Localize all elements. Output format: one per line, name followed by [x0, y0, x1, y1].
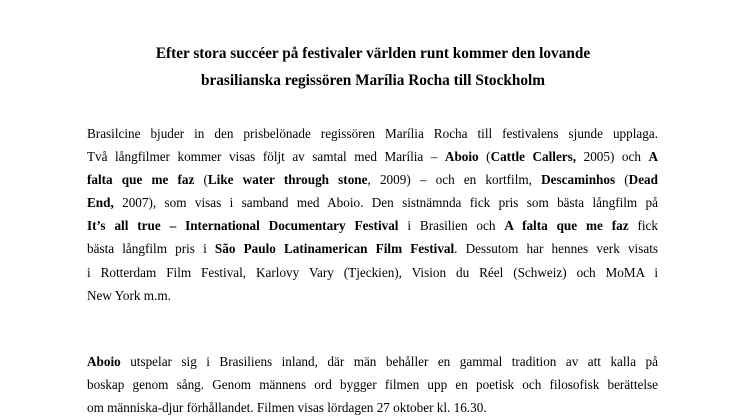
film-title-a-falta: falta que me faz	[87, 172, 195, 188]
text-run: . Dessutom har hennes verk visats	[454, 241, 658, 257]
text-run: (	[615, 172, 629, 188]
text-run: utspelar sig i Brasiliens inland, där män behåller en gammal tradition av att kalla på	[120, 354, 658, 369]
film-title-aboio: Aboio	[444, 149, 479, 165]
text-line	[87, 350, 658, 373]
text-run: boskap genom sång. Genom männens ord bygger filmen upp en poetisk och filosofisk berättelse	[87, 377, 658, 393]
film-title-english: Dead	[628, 172, 658, 188]
festival-name: São Paulo Latinamerican Film Festival	[214, 241, 455, 257]
film-title-descaminhos: Descaminhos	[541, 172, 616, 188]
film-title-english: Cattle Callers,	[490, 149, 577, 165]
film-title-a-falta: A falta que me faz	[504, 218, 629, 234]
text-run: fick	[628, 218, 658, 234]
text-line	[87, 191, 658, 214]
text-run: bästa långfilm pris i	[87, 241, 215, 257]
text-line	[87, 237, 658, 260]
title-line-2: brasilianska regissören Marília Rocha till Stockholm	[200, 72, 546, 89]
text-run: (	[194, 172, 208, 188]
text-run: , 2009) – och en kortfilm,	[367, 172, 542, 188]
aboio-paragraph	[87, 350, 658, 419]
film-title-aboio: Aboio	[87, 354, 121, 369]
text-run: Två långfilmer kommer visas följt av samtal med Marília –	[87, 149, 445, 165]
text-run: i Rotterdam Film Festival, Karlovy Vary (Tjeckien), Vision du Réel (Schweiz) och MoMA i	[87, 264, 658, 280]
film-title-english: End,	[87, 195, 114, 211]
film-title-english: Like water through stone	[207, 172, 368, 188]
text-line	[87, 284, 658, 307]
text-line	[87, 168, 658, 191]
text-run: 2007), som visas i samband med Aboio. Den sistnämnda fick pris som bästa långfilm på	[113, 195, 658, 211]
text-line	[87, 373, 658, 396]
text-line	[87, 261, 658, 284]
document-title	[0, 40, 746, 94]
text-run: i Brasilien och	[398, 218, 505, 234]
festival-name: It’s all true – International Documentary Festival	[87, 218, 399, 234]
text-line	[87, 145, 658, 168]
text-run: 2005) och	[576, 149, 649, 165]
text-run: om människa-djur förhållandet. Filmen visas lördagen 27 oktober kl. 16.30.	[87, 400, 487, 416]
intro-paragraph	[87, 122, 658, 307]
title-line-1: Efter stora succéer på festivaler världen runt kommer den lovande	[155, 45, 591, 62]
text-run: (	[478, 149, 491, 165]
film-title-a-falta: A	[648, 149, 658, 165]
text-run: Brasilcine bjuder in den prisbelönade regissören Marília Rocha till festivalens sjunde upplaga.	[87, 126, 658, 141]
text-run: New York m.m.	[87, 287, 171, 303]
text-line	[87, 122, 658, 145]
text-line	[87, 396, 658, 419]
text-line	[87, 214, 658, 237]
